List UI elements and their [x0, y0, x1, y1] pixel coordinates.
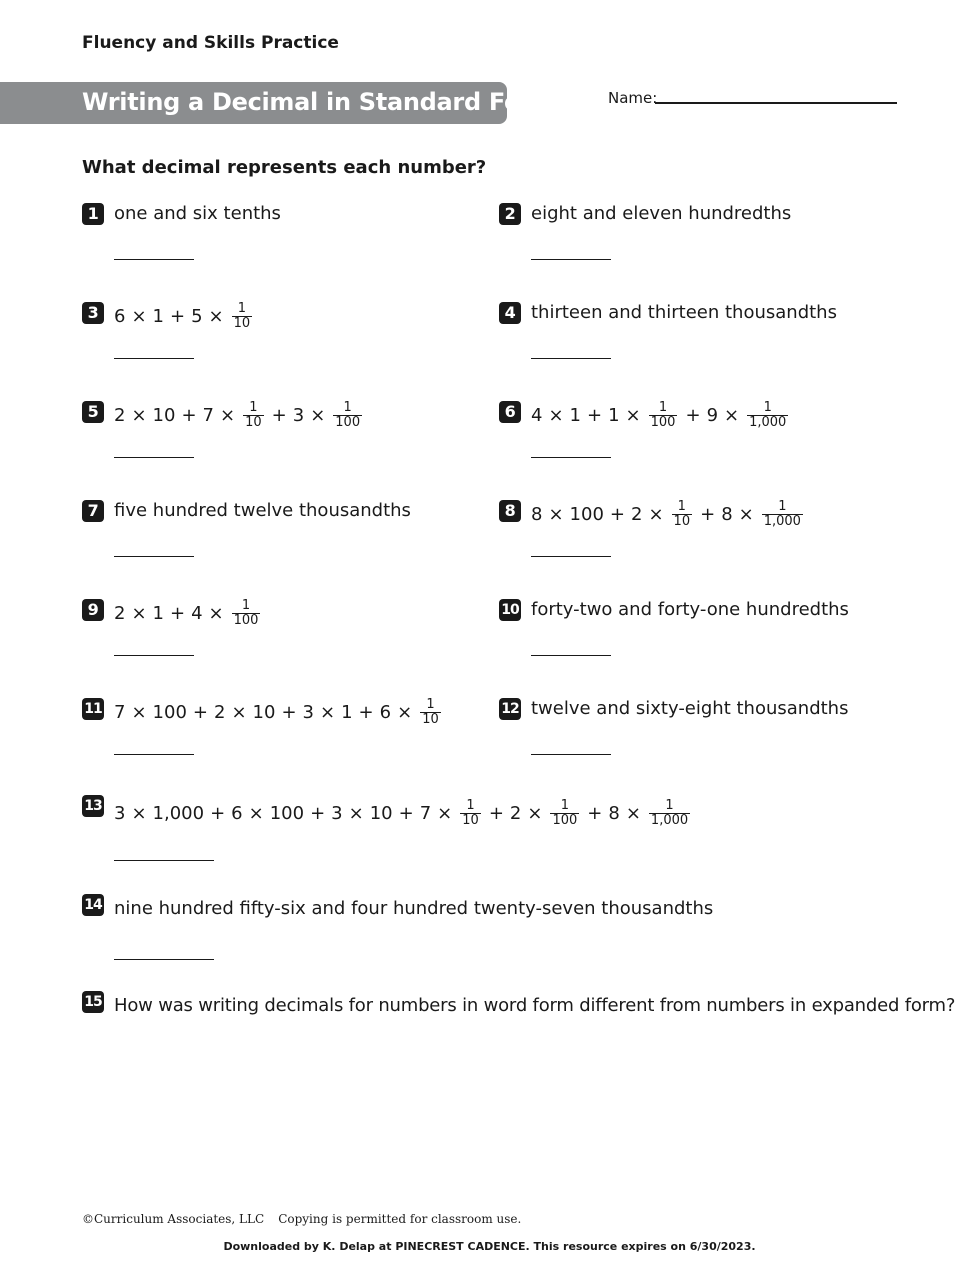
problem-text: thirteen and thirteen thousandths: [531, 302, 837, 323]
answer-line[interactable]: [114, 259, 194, 260]
problem-number: 8: [499, 500, 521, 522]
problem-number: 3: [82, 302, 104, 324]
answer-line[interactable]: [114, 959, 214, 960]
fraction: $\frac{1}{10}$: [245, 400, 262, 430]
problem-expression: 3 × 1,000 + 6 × 100 + 3 × 10 + 7 × $\frac{1}{10}$ + 2 × $\frac{1}{100}$ + 8 × $\frac{1}{1,000}$: [114, 798, 689, 828]
fraction: $\frac{1}{10}$: [422, 697, 439, 727]
problem-number: 12: [499, 698, 521, 720]
answer-line[interactable]: [531, 556, 611, 557]
answer-line[interactable]: [531, 754, 611, 755]
problem-expression: 8 × 100 + 2 × $\frac{1}{10}$ + 8 × $\frac{1}{1,000}$: [531, 499, 801, 529]
problem-expression: 6 × 1 + 5 × $\frac{1}{10}$: [114, 301, 251, 331]
fraction: $\frac{1}{100}$: [233, 598, 259, 628]
title-banner: [0, 82, 557, 124]
answer-line[interactable]: [114, 754, 194, 755]
problem-number: 5: [82, 401, 104, 423]
problem-text: nine hundred fifty-six and four hundred twenty-seven thousandths: [114, 898, 714, 919]
problem-text: one and six tenths: [114, 203, 281, 224]
problem-number: 2: [499, 203, 521, 225]
instructions: What decimal represents each number?: [82, 157, 487, 178]
copyright: [82, 1212, 535, 1226]
answer-line[interactable]: [114, 358, 194, 359]
fraction: $\frac{1}{10}$: [673, 499, 691, 529]
problem-expression: 4 × 1 + 1 × $\frac{1}{100}$ + 9 × $\frac{1}{1,000}$: [531, 400, 787, 430]
problem-number: 6: [499, 401, 521, 423]
answer-line[interactable]: [531, 358, 611, 359]
answer-line[interactable]: [531, 655, 611, 656]
answer-line[interactable]: [114, 457, 194, 458]
problem-text: twelve and sixty-eight thousandths: [531, 698, 849, 719]
fraction: $\frac{1}{100}$: [552, 798, 578, 828]
problem-number: 13: [82, 795, 104, 817]
problem-number: 7: [82, 500, 104, 522]
permission-text: Copying is permitted for classroom use.: [278, 1212, 522, 1226]
fraction: $\frac{1}{1,000}$: [763, 499, 801, 529]
name-label: Name:: [608, 89, 658, 107]
problem-number: 4: [499, 302, 521, 324]
section-label: Fluency and Skills Practice: [82, 33, 339, 53]
problem-text: five hundred twelve thousandths: [114, 500, 411, 521]
problem-text: How was writing decimals for numbers in word form different from numbers in expanded form?: [114, 995, 956, 1016]
download-notice: Downloaded by K. Delap at PINECREST CADENCE. This resource expires on 6/30/2023.: [223, 1240, 756, 1253]
problem-text: eight and eleven hundredths: [531, 203, 792, 224]
problem-expression: 2 × 10 + 7 × $\frac{1}{10}$ + 3 × $\frac{1}{100}$: [114, 400, 361, 430]
problem-number: 1: [82, 203, 104, 225]
fraction: $\frac{1}{10}$: [462, 798, 479, 828]
problem-number: 15: [82, 991, 104, 1013]
name-answer-line[interactable]: [655, 102, 897, 104]
answer-line[interactable]: [531, 457, 611, 458]
problem-number: 9: [82, 599, 104, 621]
problem-number: 11: [82, 698, 104, 720]
fraction: $\frac{1}{100}$: [335, 400, 361, 430]
problem-text: forty-two and forty-one hundredths: [531, 599, 849, 620]
problem-expression: 7 × 100 + 2 × 10 + 3 × 1 + 6 × $\frac{1}{10}$: [114, 697, 439, 727]
copyright-text: ©Curriculum Associates, LLC: [82, 1212, 265, 1226]
answer-line[interactable]: [114, 655, 194, 656]
fraction: $\frac{1}{10}$: [233, 301, 251, 331]
answer-line[interactable]: [114, 860, 214, 861]
answer-line[interactable]: [531, 259, 611, 260]
problem-number: 10: [499, 599, 521, 621]
problem-expression: 2 × 1 + 4 × $\frac{1}{100}$: [114, 598, 259, 628]
answer-line[interactable]: [114, 556, 194, 557]
problem-number: 14: [82, 894, 104, 916]
fraction: $\frac{1}{1,000}$: [749, 400, 787, 430]
page-title: Writing a Decimal in Standard Form: [82, 88, 557, 116]
fraction: $\frac{1}{1,000}$: [650, 798, 689, 828]
fraction: $\frac{1}{100}$: [650, 400, 676, 430]
